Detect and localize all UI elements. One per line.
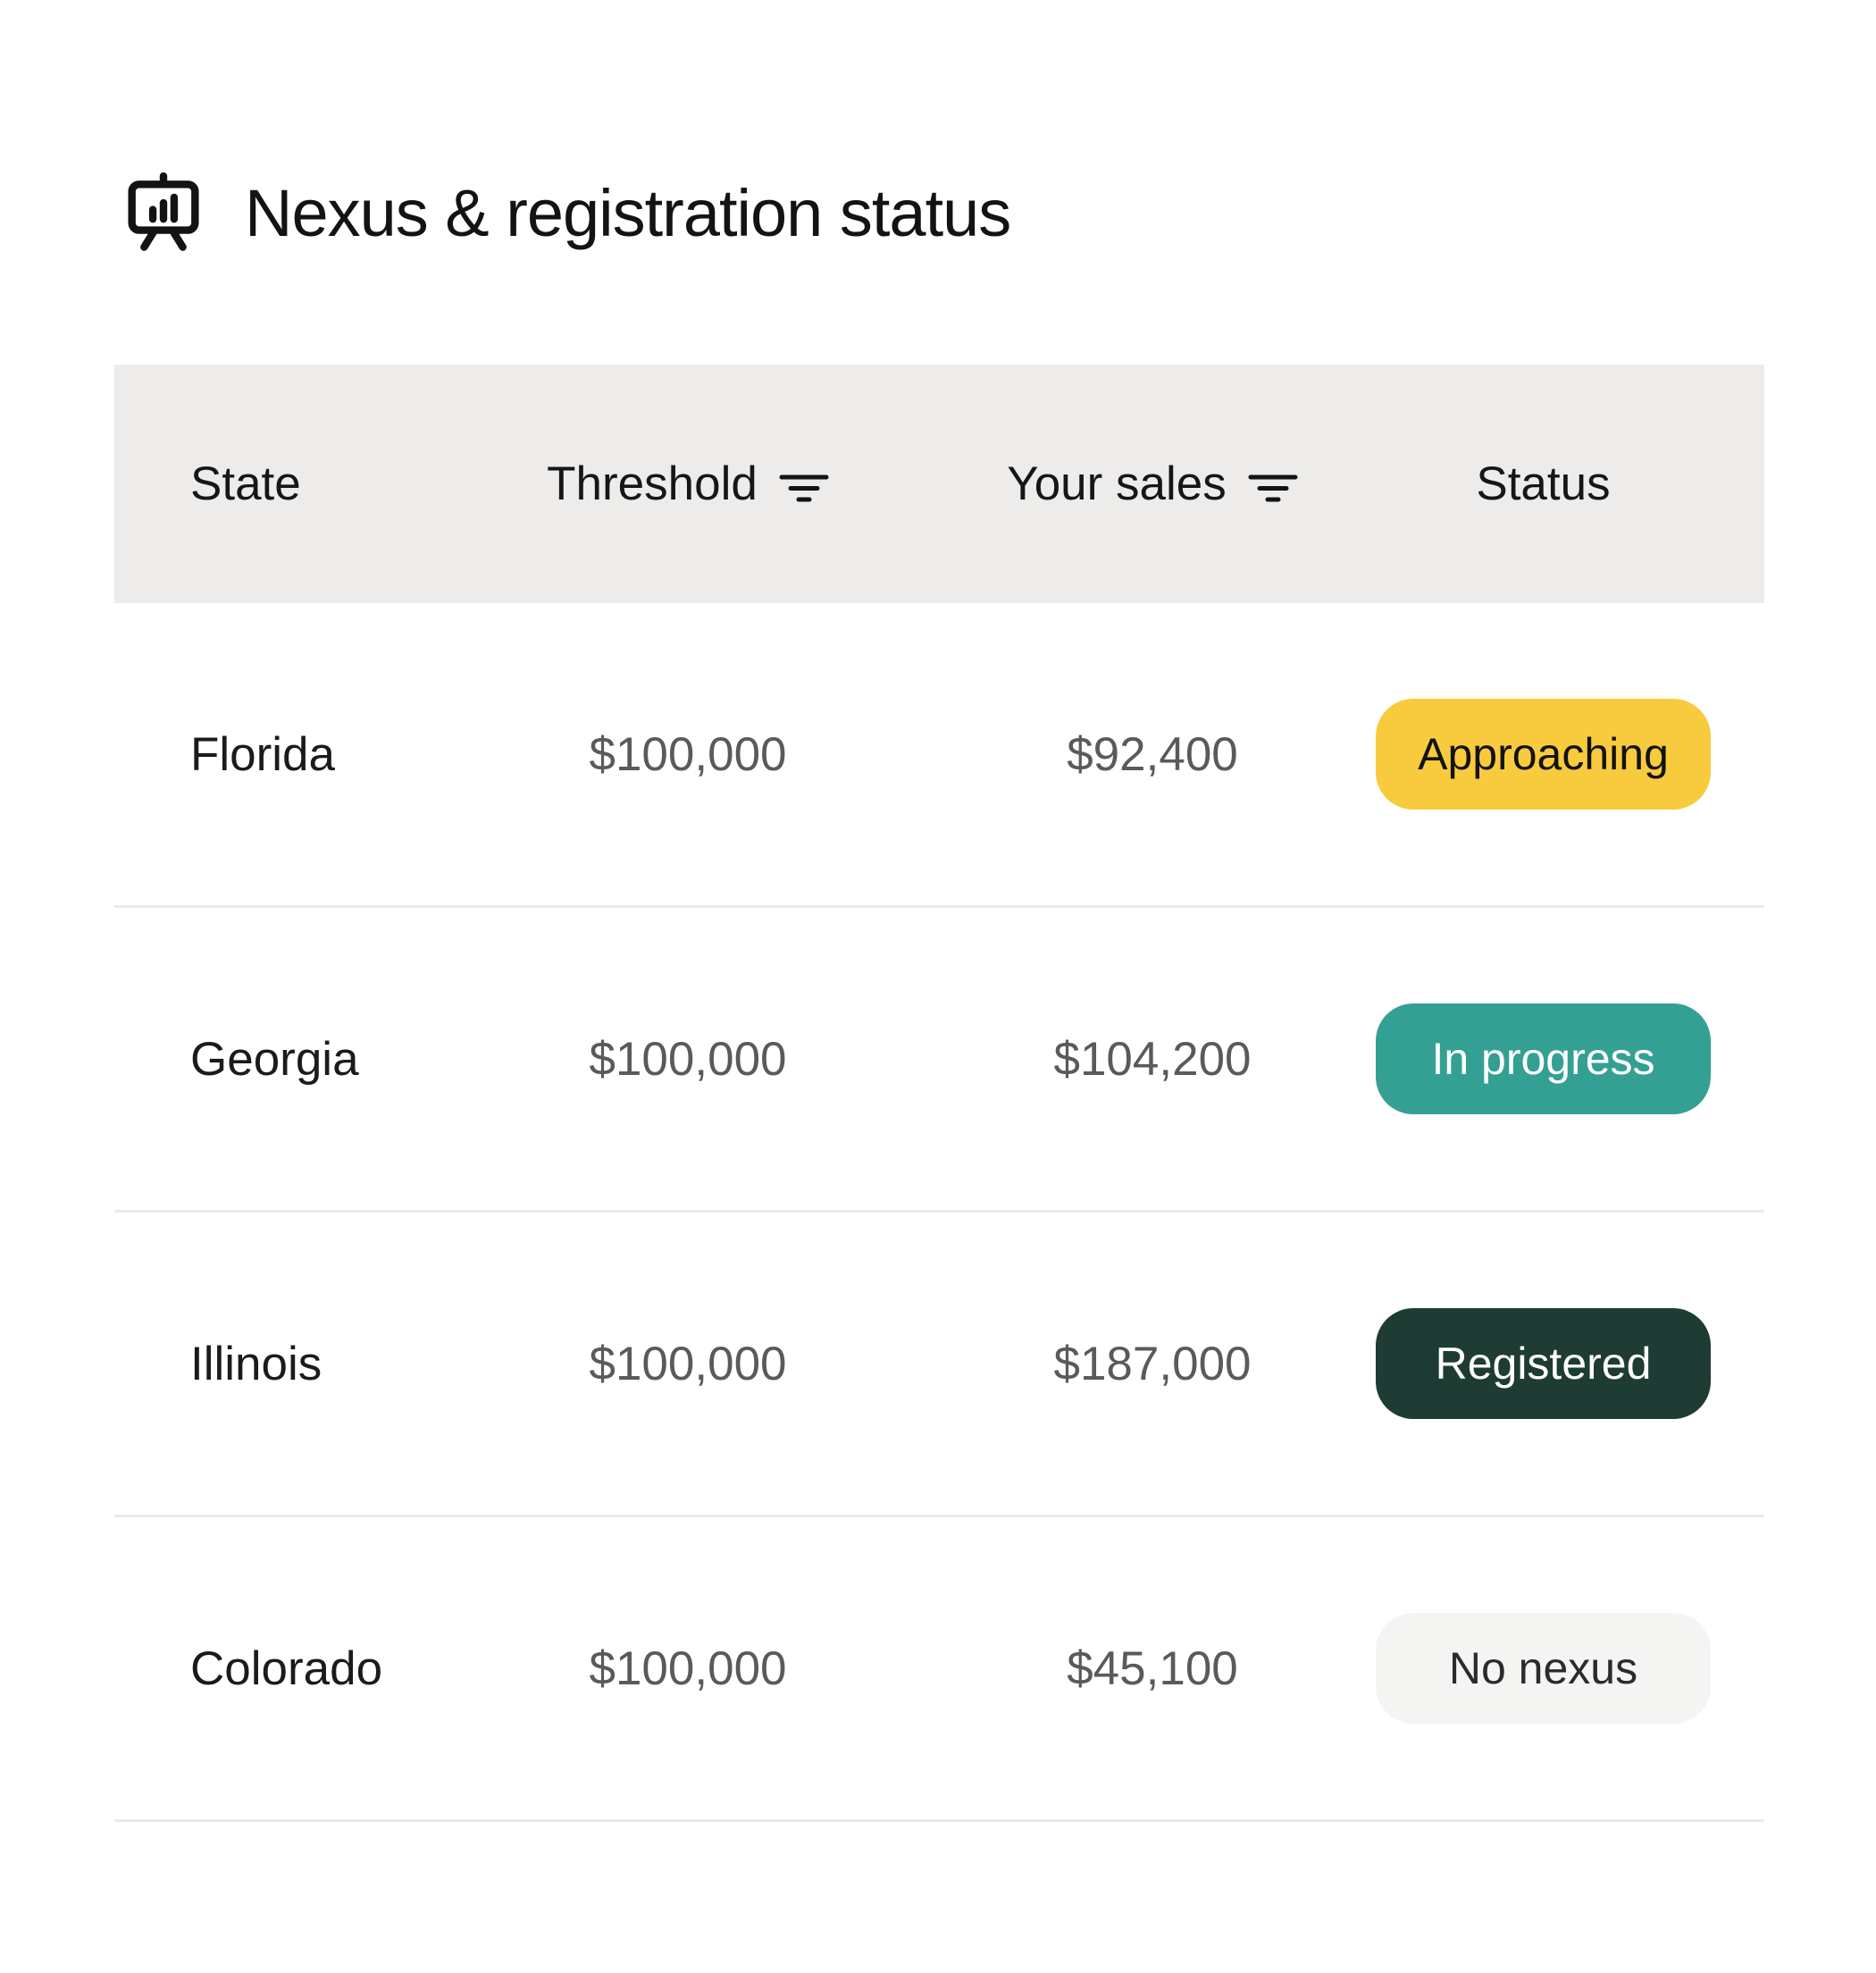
filter-icon[interactable] [779,472,829,506]
column-label: Status [1476,458,1611,510]
table-row [114,1213,1764,1517]
status-badge: Registered [1376,1308,1711,1419]
column-header-state [114,457,447,511]
page-title: Nexus & registration status [245,176,1011,250]
status-cell [1376,1613,1764,1724]
nexus-table [114,365,1764,1822]
status-badge: In progress [1376,1003,1711,1114]
threshold-cell: $100,000 [589,1641,787,1695]
table-row [114,603,1764,908]
state-cell: Illinois [190,1337,322,1390]
table-row [114,1517,1764,1822]
status-cell [1376,1308,1764,1419]
column-label: Threshold [547,458,758,510]
state-cell: Georgia [190,1032,359,1086]
state-cell: Colorado [190,1641,383,1695]
threshold-cell: $100,000 [589,1337,787,1390]
status-cell [1376,699,1764,810]
status-cell [1376,1003,1764,1114]
your-sales-cell: $187,000 [1053,1337,1252,1390]
column-label: State [190,458,301,510]
your-sales-cell: $45,100 [1067,1641,1238,1695]
state-cell: Florida [190,727,336,781]
table-header [114,365,1764,603]
presentation-chart-icon [116,166,211,261]
filter-icon[interactable] [1248,472,1298,506]
your-sales-cell: $104,200 [1053,1032,1252,1086]
column-header-threshold [447,457,929,511]
status-badge: Approaching [1376,699,1711,810]
column-label: Your sales [1007,458,1227,510]
page-header [116,166,1010,261]
threshold-cell: $100,000 [589,1032,787,1086]
column-header-status [1376,457,1764,511]
table-row [114,908,1764,1213]
column-header-your-sales [929,457,1376,511]
your-sales-cell: $92,400 [1067,727,1238,781]
status-badge: No nexus [1376,1613,1711,1724]
threshold-cell: $100,000 [589,727,787,781]
